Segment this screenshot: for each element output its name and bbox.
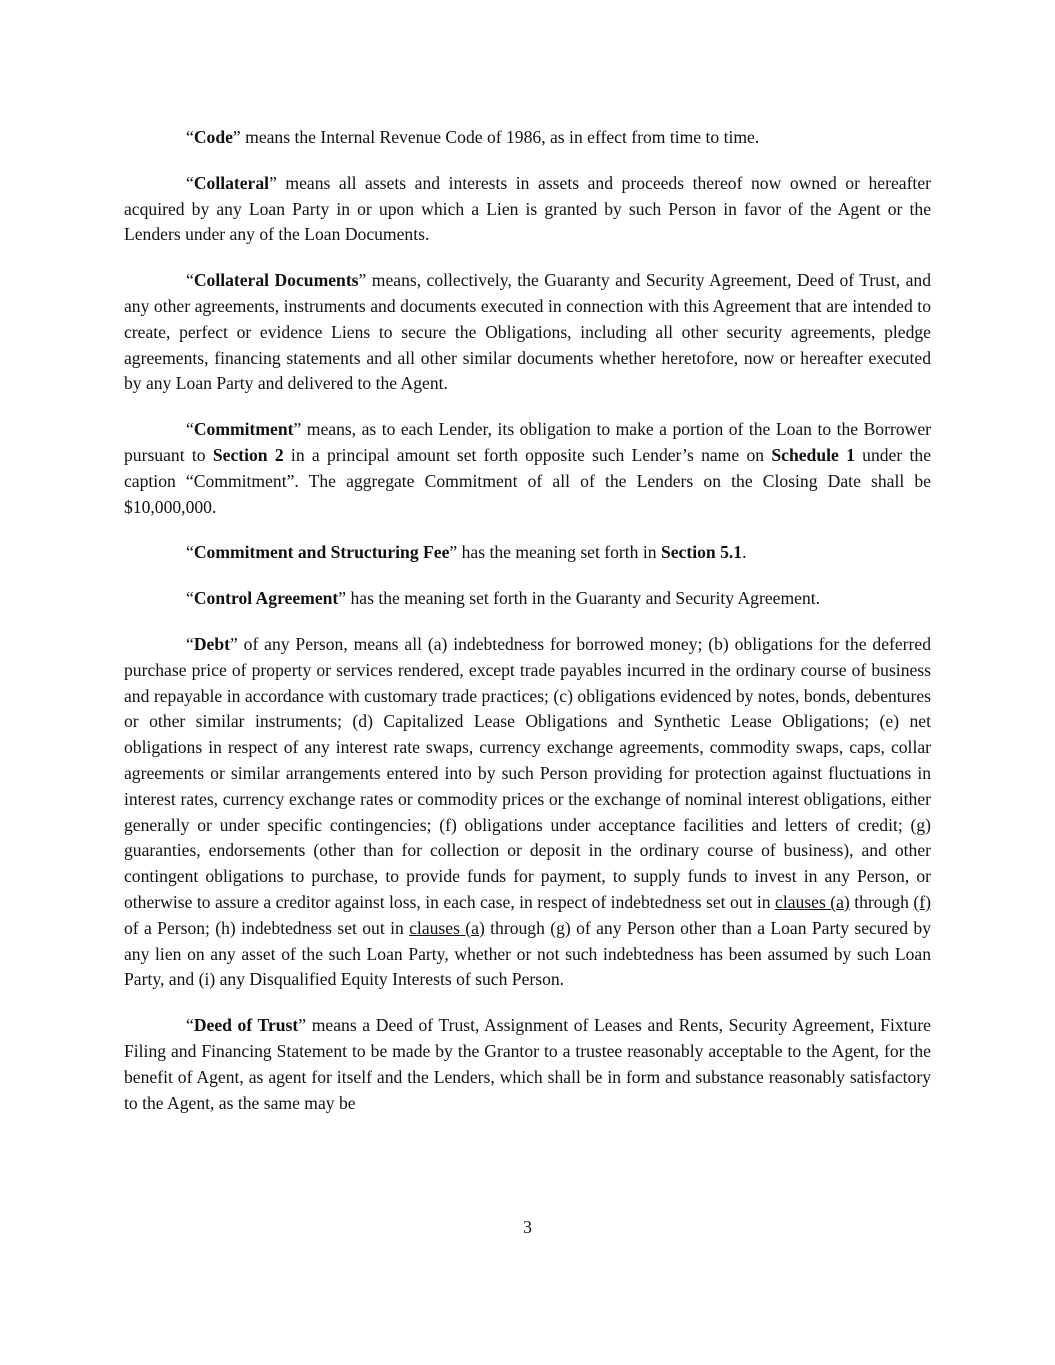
definition-text: under the caption “Commitment”. The aggregate Commitment of all of the Lenders on the Closing Date shall be $10,000,000.: [124, 444, 932, 517]
section-reference: Section 2: [212, 444, 284, 465]
defined-term: Code: [193, 127, 233, 147]
clause-reference: (g): [550, 917, 571, 938]
document-page: [124, 125, 931, 1116]
definition-text: means, collectively, the Guaranty and Security Agreement, Deed of Trust, and any other agreements, instruments and documents executed in connection with this Agreement that are intended to create, perfect or evidence Liens to secure the Obligations, including all other security agreements, pledge agreements, financing statements and all other similar documents whether heretofore, now or hereafter executed by any Loan Party and delivered to the Agent.: [124, 270, 932, 394]
defined-term: Control Agreement: [193, 588, 339, 609]
definition-text: through: [849, 891, 914, 912]
defined-term: Commitment: [193, 419, 294, 440]
definition-debt: “Debt” of any Person, means all (a) indebtedness for borrowed money; (b) obligations for the deferred purchase price of property or services rendered, except trade payables incurred in the ordinary course of business and repayable in accordance with customary trade practices; (c) obligations evidenced by notes, bonds, debentures or other similar instruments; (d) Capitalized Lease Obligations and Synthetic Lease Obligations; (e) net obligations in respect of any interest rate swaps, currency exchange agreements, commodity swaps, caps, collar agreements or similar arrangements entered into by such Person providing for protection against fluctuations in interest rates, currency exchange rates or commodity prices or the exchange of nominal interest obligations, either generally or under specific contingencies; (f) obligations under acceptance facilities and letters of credit; (g) guaranties, endorsements (other than for collection or deposit in the ordinary course of business), and other contingent obligations to purchase, to provide funds for payment, to supply funds to invest in any Person, or otherwise to assure a creditor against loss, in each case, in respect of indebtedness set out in clauses (a) through (f) of a Person; (h) indebtedness set out in clauses (a) through (g) of any Person other than a Loan Party secured by any lien on any asset of the such Loan Party, whether or not such indebtedness has been assumed by such Loan Party, and (i) any Disqualified Equity Interests of such Person.: [124, 633, 932, 990]
defined-term: Collateral Documents: [193, 270, 359, 291]
definition-text: has the meaning set forth in the Guaranty and Security Agreement.: [346, 588, 821, 609]
definition-commitment: “Commitment” means, as to each Lender, its obligation to make a portion of the Loan to the Borrower pursuant to Section 2 in a principal amount set forth opposite such Lender’s name on Schedule 1 under the caption “Commitment”. The aggregate Commitment of all of the Lenders on the Closing Date shall be $10,000,000.: [124, 419, 932, 517]
schedule-reference: Schedule 1: [771, 444, 855, 465]
definition-text: means the Internal Revenue Code of 1986, as in effect from time to time.: [240, 127, 760, 147]
clause-reference: clauses (a): [775, 891, 850, 912]
definition-text: means a Deed of Trust, Assignment of Leases and Rents, Security Agreement, Fixture Filing and Financing Statement to be made by the Grantor to a trustee reasonably acceptable to the Agent, for the benefit of Agent, as agent for itself and the Lenders, which shall be in form and substance reasonably satisfactory to the Agent, as the same may be: [124, 1015, 931, 1113]
definition-text: has the meaning set forth in: [457, 542, 661, 563]
definition-control-agreement: “Control Agreement” has the meaning set forth in the Guaranty and Security Agreement.: [186, 588, 821, 609]
definition-text: of any Person, means all (a) indebtedness for borrowed money; (b) obligations for the deferred purchase price of property or services rendered, except trade payables incurred in the ordinary course of business and repayable in accordance with customary trade practices; (c) obligations evidenced by notes, bonds, debentures or other similar instruments; (d) Capitalized Lease Obligations and Synthetic Lease Obligations; (e) net obligations in respect of any interest rate swaps, currency exchange agreements, commodity swaps, caps, collar agreements or similar arrangements entered into by such Person providing for protection against fluctuations in interest rates, currency exchange rates or commodity prices or the exchange of nominal interest obligations, either generally or under specific contingencies; (f) obligations under acceptance facilities and letters of credit; (g) guaranties, endorsements (other than for collection or deposit in the ordinary course of business), and other contingent obligations to purchase, to provide funds for payment, to supply funds to invest in any Person, or otherwise to assure a creditor against loss, in each case, in respect of indebtedness set out in: [124, 633, 931, 912]
definition-collateral-documents: “Collateral Documents” means, collectively, the Guaranty and Security Agreement, Deed of Trust, and any other agreements, instruments and documents executed in connection with this Agreement that are intended to create, perfect or evidence Liens to secure the Obligations, including all other security agreements, pledge agreements, financing statements and all other similar documents whether heretofore, now or hereafter executed by any Loan Party and delivered to the Agent.: [124, 270, 932, 394]
definition-text: of any Person other than a Loan Party secured by any lien on any asset of the such Loan Party, whether or not such indebtedness has been assumed by such Loan Party, and (i) any Disqualified Equity Interests of such Person.: [124, 917, 932, 990]
definition-code: “Code” means the Internal Revenue Code of 1986, as in effect from time to time.: [186, 127, 760, 147]
definition-collateral: “Collateral” means all assets and interests in assets and proceeds thereof now owned or hereafter acquired by any Loan Party in or upon which a Lien is granted by such Person in favor of the Agent or the Lenders under any of the Loan Documents.: [124, 172, 931, 245]
defined-term: Collateral: [193, 172, 270, 193]
definition-text: means, as to each Lender, its obligation to make a portion of the Loan to the Borrower pursuant to: [124, 419, 931, 465]
definition-text: of a Person; (h) indebtedness set out in: [124, 917, 410, 938]
section-reference: Section 5.1: [660, 542, 743, 563]
definition-deed-of-trust: “Deed of Trust” means a Deed of Trust, Assignment of Leases and Rents, Security Agreement, Fixture Filing and Financing Statement to be made by the Grantor to a trustee reasonably acceptable to the Agent, for the benefit of Agent, as agent for itself and the Lenders, which shall be in form and substance reasonably satisfactory to the Agent, as the same may be: [124, 1015, 931, 1113]
definition-text: means all assets and interests in assets and proceeds thereof now owned or hereafter acquired by any Loan Party in or upon which a Lien is granted by such Person in favor of the Agent or the Lenders under any of the Loan Documents.: [124, 172, 931, 245]
definition-text: .: [742, 542, 747, 563]
definition-text: in a principal amount set forth opposite such Lender’s name on: [283, 444, 772, 465]
clause-reference: (f): [913, 891, 931, 912]
definition-text: through: [484, 917, 551, 938]
page-number: 3: [523, 1217, 532, 1237]
defined-term: Commitment and Structuring Fee: [193, 542, 450, 563]
definition-commitment-structuring-fee: “Commitment and Structuring Fee” has the meaning set forth in Section 5.1.: [186, 542, 747, 563]
defined-term: Deed of Trust: [193, 1015, 299, 1036]
defined-term: Debt: [193, 633, 230, 654]
clause-reference: clauses (a): [409, 917, 485, 938]
